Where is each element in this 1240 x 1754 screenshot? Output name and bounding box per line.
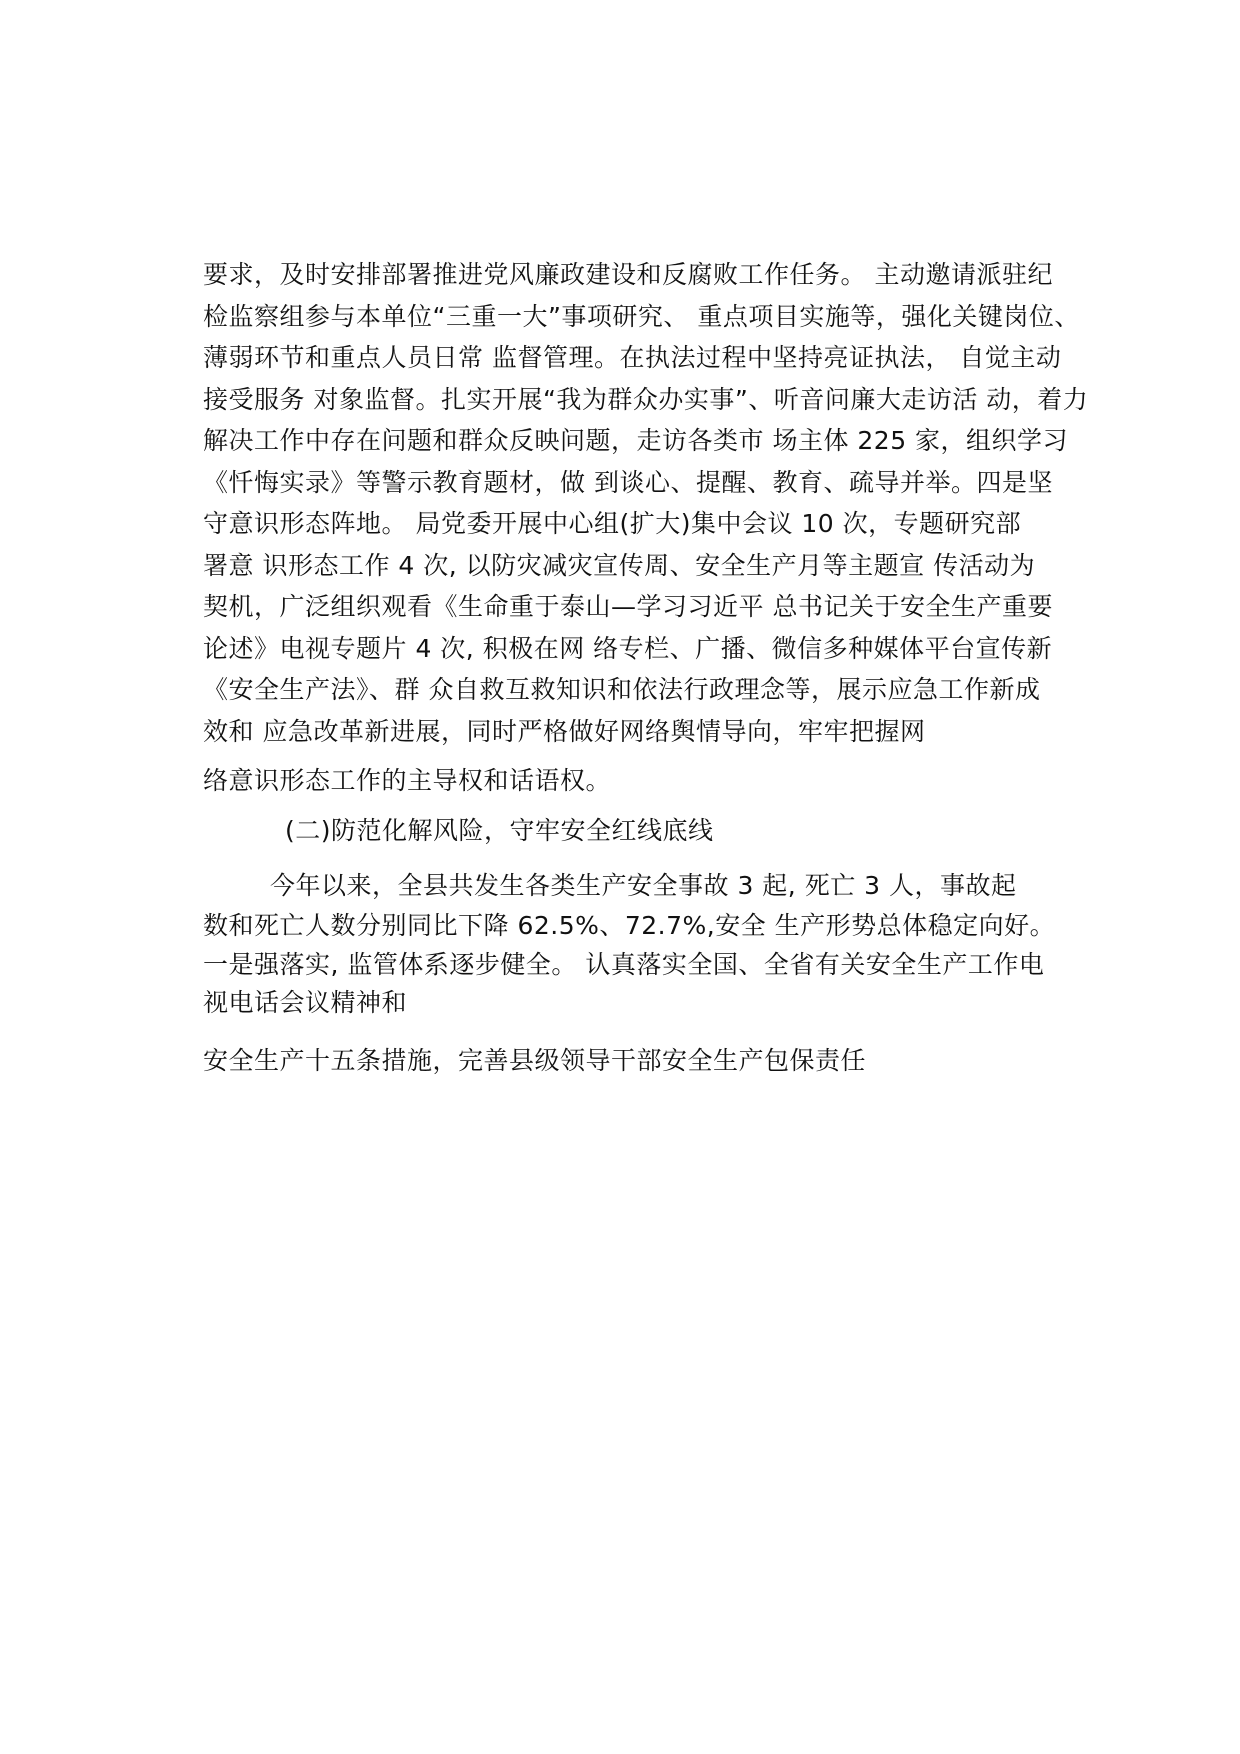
text-line: 署意 识形态工作 4 次, 以防灾减灾宣传周、安全生产月等主题宣 传活动为 [203,551,1036,580]
text-line: 守意识形态阵地。 局党委开展中心组(扩大)集中会议 10 次，专题研究部 [203,509,1022,538]
text-line: 络意识形态工作的主导权和话语权。 [203,766,612,795]
text-line: 论述》电视专题片 4 次, 积极在网 络专栏、广播、微信多种媒体平台宣传新 [203,634,1053,663]
text-line: 效和 应急改革新进展，同时严格做好网络舆情导向，牢牢把握网 [203,717,926,746]
text-line: 要求，及时安排部署推进党风廉政建设和反腐败工作任务。 主动邀请派驻纪 [203,260,1053,289]
text-line: 《安全生产法》、群 众自救互救知识和依法行政理念等，展示应急工作新成 [203,675,1041,704]
text-line: 接受服务 对象监督。扎实开展“我为群众办实事”、听音问廉大走访活 动，着力 [203,385,1089,414]
text-line: 契机，广泛组织观看《生命重于泰山—学习习近平 总书记关于安全生产重要 [203,592,1053,621]
text-line: 今年以来，全县共发生各类生产安全事故 3 起, 死亡 3 人，事故起 [270,871,1017,900]
text-line: 一是强落实, 监管体系逐步健全。 认真落实全国、全省有关安全生产工作电 [203,950,1045,979]
text-line: 检监察组参与本单位“三重一大”事项研究、 重点项目实施等，强化关键岗位、 [203,302,1080,331]
text-line: 视电话会议精神和 [203,988,408,1017]
text-line: 数和死亡人数分别同比下降 62.5%、72.7%,安全 生产形势总体稳定向好。 [203,911,1056,940]
text-line: 安全生产十五条措施，完善县级领导干部安全生产包保责任 [203,1046,867,1075]
text-line: 薄弱环节和重点人员日常 监督管理。在执法过程中坚持亮证执法， 自觉主动 [203,343,1062,372]
text-line: 解决工作中存在问题和群众反映问题，走访各类市 场主体 225 家，组织学习 [203,426,1069,455]
text-line: 《忏悔实录》等警示教育题材，做 到谈心、提醒、教育、疏导并举。四是坚 [203,468,1053,497]
section-heading: (二)防范化解风险，守牢安全红线底线 [285,816,714,845]
